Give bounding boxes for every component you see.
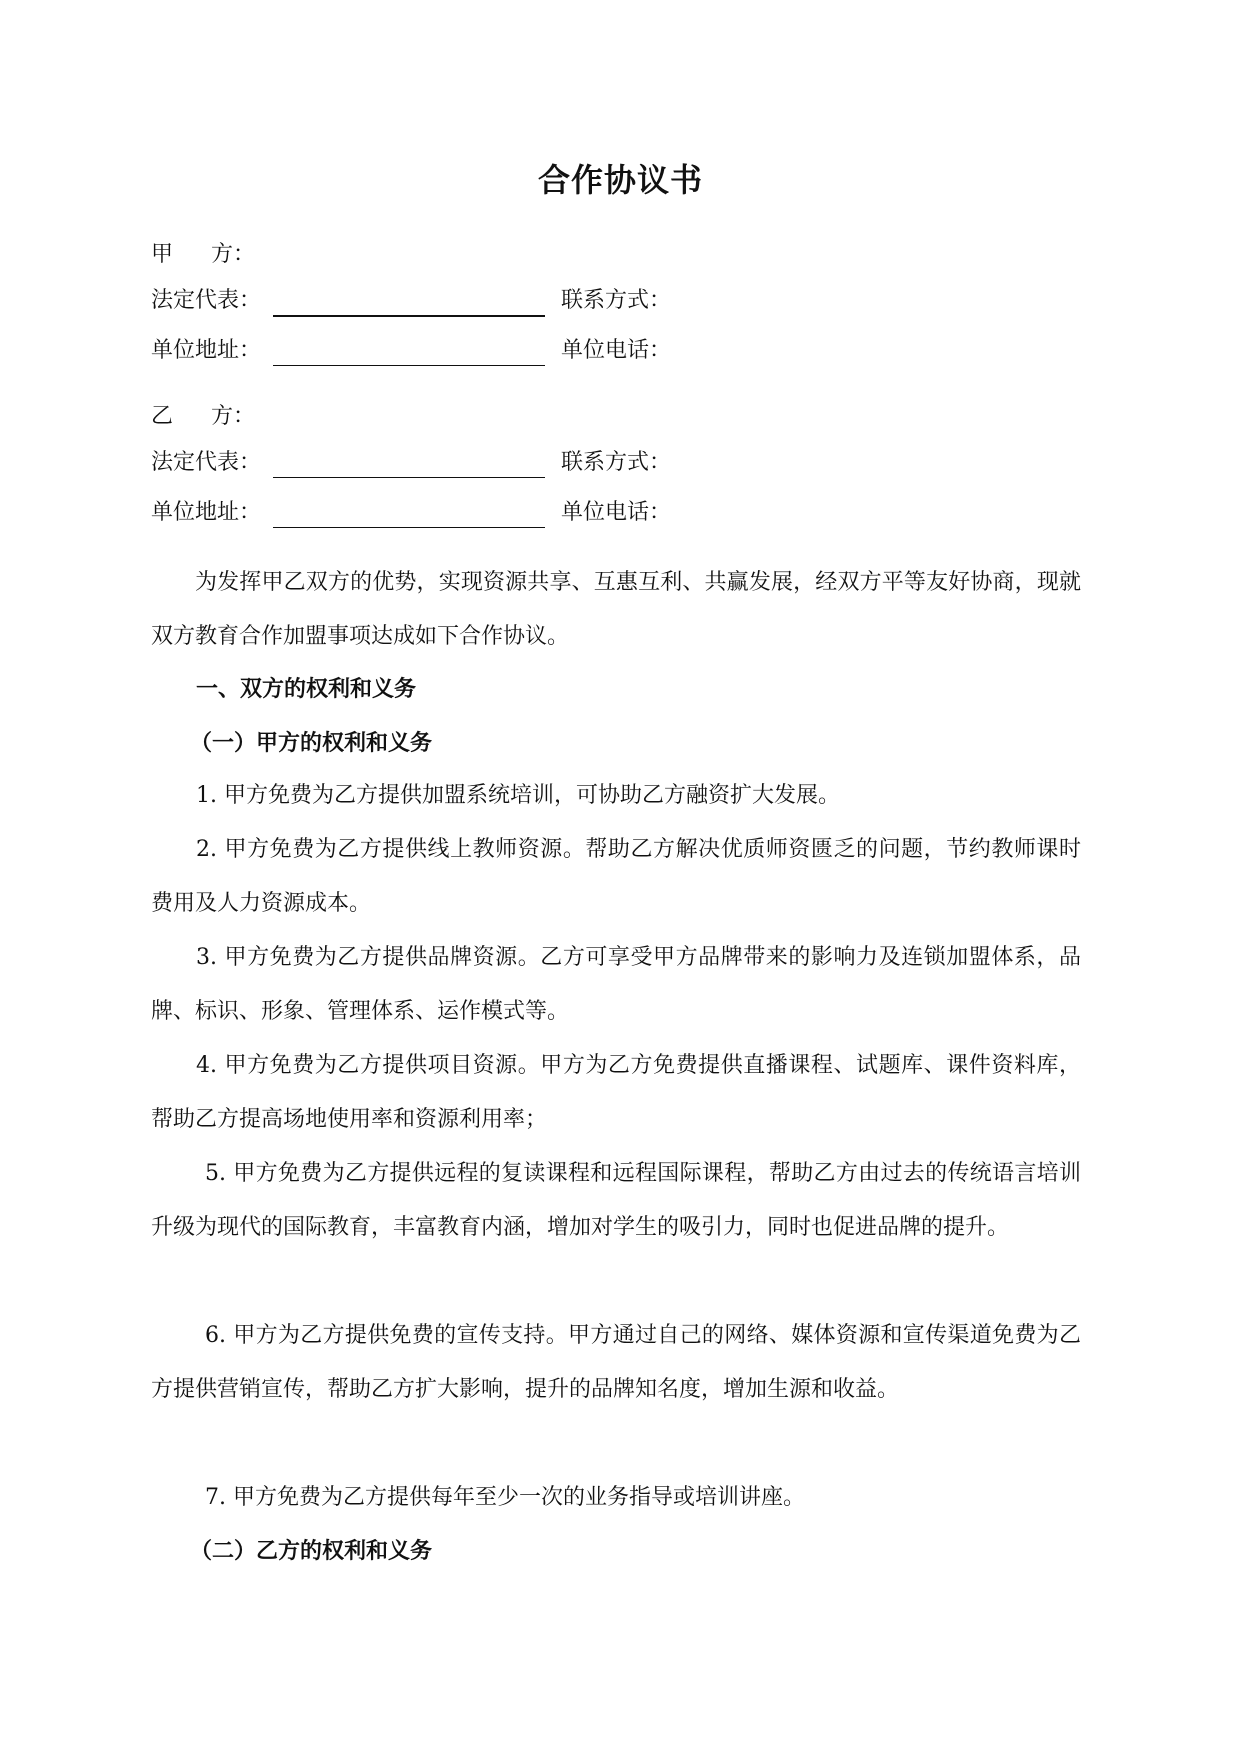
- list-item-2: 2. 甲方免费为乙方提供线上教师资源。帮助乙方解决优质师资匮乏的问题，节约教师课时费用及人力资源成本。: [151, 837, 1081, 916]
- sub-section-2-heading: （二）乙方的权利和义务: [190, 1538, 433, 1564]
- party-b-rep-label: 法定代表：: [151, 450, 262, 475]
- party-a-colon: 方：: [211, 242, 256, 267]
- party-a-phone-label: 单位电话：: [561, 338, 672, 363]
- party-a-rep-field[interactable]: [273, 315, 545, 317]
- party-b-address-label: 单位地址：: [151, 500, 262, 525]
- list-item-6: 6. 甲方为乙方提供免费的宣传支持。甲方通过自己的网络、媒体资源和宣传渠道免费为乙方提供营销宣传，帮助乙方扩大影响，提升的品牌知名度，增加生源和收益。: [151, 1323, 1081, 1402]
- sub-section-1-heading: （一）甲方的权利和义务: [190, 730, 433, 756]
- party-b-contact-label: 联系方式：: [561, 450, 672, 475]
- party-b-phone-label: 单位电话：: [561, 500, 672, 525]
- list-item-1: 1. 甲方免费为乙方提供加盟系统培训，可协助乙方融资扩大发展。: [196, 783, 840, 808]
- party-b-label: 乙: [151, 404, 174, 429]
- list-item-7: 7. 甲方免费为乙方提供每年至少一次的业务指导或培训讲座。: [205, 1485, 805, 1510]
- intro-paragraph: 为发挥甲乙双方的优势，实现资源共享、互惠互利、共赢发展，经双方平等友好协商，现就双方教育合作加盟事项达成如下合作协议。: [151, 570, 1081, 649]
- list-item-4: 4. 甲方免费为乙方提供项目资源。甲方为乙方免费提供直播课程、试题库、课件资料库，帮助乙方提高场地使用率和资源利用率；: [151, 1053, 1081, 1132]
- document-title: 合作协议书: [537, 161, 703, 199]
- party-b-colon: 方：: [211, 404, 256, 429]
- section-1-heading: 一、双方的权利和义务: [196, 676, 417, 702]
- party-a-label: 甲: [151, 242, 174, 267]
- party-a-address-label: 单位地址：: [151, 338, 262, 363]
- list-item-3: 3. 甲方免费为乙方提供品牌资源。乙方可享受甲方品牌带来的影响力及连锁加盟体系，品牌、标识、形象、管理体系、运作模式等。: [151, 945, 1081, 1024]
- party-b-rep-field[interactable]: [273, 477, 545, 478]
- party-a-contact-label: 联系方式：: [561, 288, 672, 313]
- list-item-5: 5. 甲方免费为乙方提供远程的复读课程和远程国际课程，帮助乙方由过去的传统语言培训升级为现代的国际教育，丰富教育内涵，增加对学生的吸引力，同时也促进品牌的提升。: [151, 1161, 1081, 1240]
- party-a-address-field[interactable]: [273, 365, 545, 366]
- party-a-rep-label: 法定代表：: [151, 288, 262, 313]
- party-b-address-field[interactable]: [273, 527, 545, 528]
